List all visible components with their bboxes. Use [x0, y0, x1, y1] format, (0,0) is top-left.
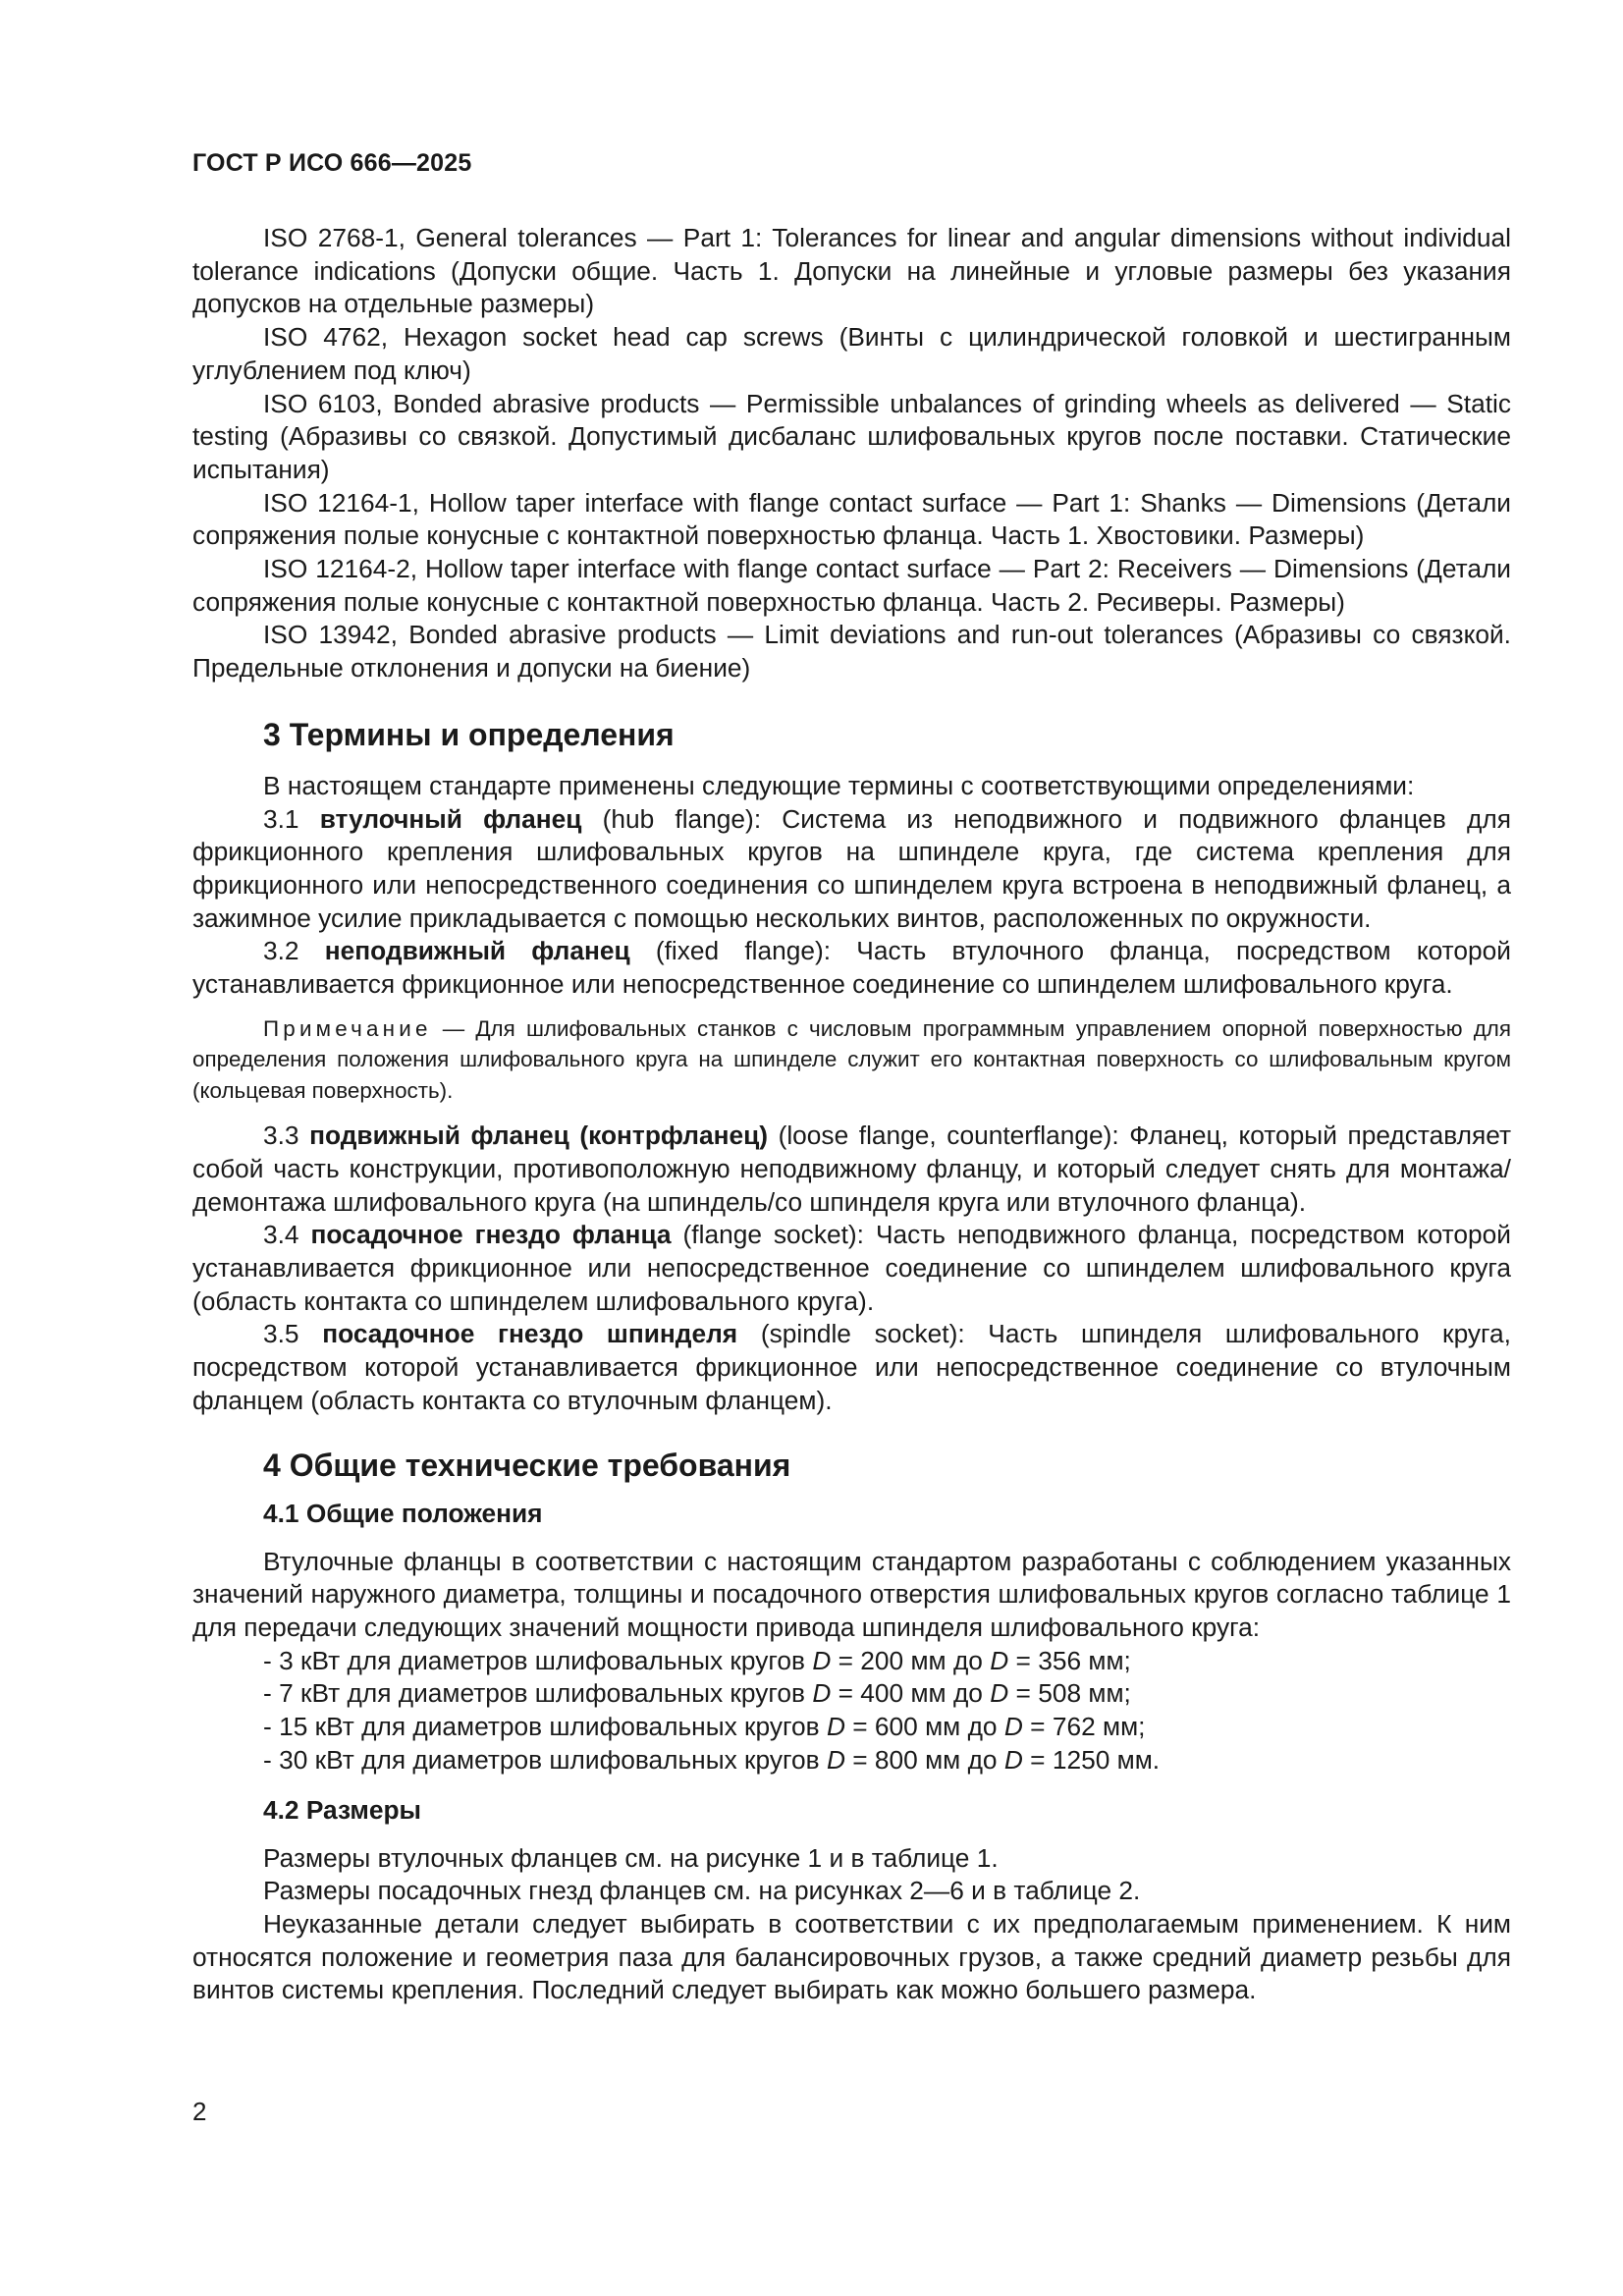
- term-number: 3.3: [263, 1121, 310, 1151]
- subsection-4-1-heading: 4.1 Общие положения: [263, 1498, 543, 1528]
- list-item: - 7 кВт для диаметров шлифовальных кругов D = 400 мм до D = 508 мм;: [263, 1678, 1131, 1709]
- page-number: 2: [192, 2097, 207, 2126]
- note-text: — Для шлифовальных станков с числовым программным управлением опорной поверхностью для определения положения шлифовального круга на шпинделе служит его контактная поверхность со шлифовальным кругом (кольцевая поверхность).: [192, 1015, 1511, 1103]
- reference-iso-12164-2: ISO 12164-2, Hollow taper interface with flange contact surface — Part 2: Receivers — Dimensions (Детали сопряжения полые конусные с контактной поверхностью фланца. Часть 2. Ресиверы. Размеры): [192, 554, 1511, 617]
- reference-iso-13942: ISO 13942, Bonded abrasive products — Limit deviations and run-out tolerances (Абразивы со связкой. Предельные отклонения и допуски на биение): [192, 620, 1511, 683]
- subsection-4-2-paragraph: Размеры посадочных гнезд фланцев см. на рисунках 2—6 и в таблице 2.: [263, 1876, 1141, 1906]
- note-paragraph: [192, 1013, 1511, 1107]
- term-number: 3.4: [263, 1220, 311, 1250]
- term-name: посадочное гнездо шпинделя: [322, 1319, 738, 1349]
- subsection-4-2-paragraph: Неуказанные детали следует выбирать в соответствии с их предполагаемым применением. К ним относятся положение и геометрия паза для балансировочных грузов, а также средний диаметр резьбы для винтов системы крепления. Последний следует выбирать как можно большего размера.: [192, 1908, 1511, 2005]
- term-definition: (loose flange, counterflange): Фланец, который представляет собой часть конструкции, противоположную неподвижному фланцу, и который следует снять для монтажа/демонтажа шлифовального круга (на шпиндель/со шпинделя круга или втулочного фланца).: [192, 1121, 1511, 1217]
- subsection-4-2-paragraph: Размеры втулочных фланцев см. на рисунке 1 и в таблице 1.: [263, 1842, 999, 1873]
- reference-iso-6103: ISO 6103, Bonded abrasive products — Permissible unbalances of grinding wheels as delivered — Static testing (Абразивы со связкой. Допустимый дисбаланс шлифовальных кругов после поставки. Статические испытания): [192, 388, 1511, 484]
- term-definition: (flange socket): Часть неподвижного фланца, посредством которой устанавливается фрикционное или непосредственное соединение со шпинделем шлифовального круга (область контакта со шпинделем шлифовального круга).: [192, 1220, 1511, 1316]
- note-label: Примечание: [263, 1015, 432, 1041]
- term-name: неподвижный фланец: [324, 936, 630, 966]
- list-item: - 3 кВт для диаметров шлифовальных кругов D = 200 мм до D = 356 мм;: [263, 1645, 1131, 1675]
- subsection-4-2-heading: 4.2 Размеры: [263, 1794, 422, 1825]
- term-definition: (fixed flange): Часть втулочного фланца, посредством которой устанавливается фрикционное или непосредственное соединение со шпинделем шлифовального круга.: [192, 936, 1511, 1000]
- document-header: ГОСТ Р ИСО 666—2025: [192, 149, 472, 177]
- section-4-heading: 4 Общие технические требования: [263, 1447, 791, 1483]
- term-3-2: [192, 935, 1511, 1001]
- term-definition: (hub flange): Система из неподвижного и подвижного фланцев для фрикционного крепления шлифовальных кругов на шпинделе круга, где система крепления для фрикционного или непосредственного соединения со шпинделем круга встроена в неподвижный фланец, а зажимное усилие прикладывается с помощью нескольких винтов, расположенных по окружности.: [192, 803, 1511, 933]
- section-3-heading: 3 Термины и определения: [263, 716, 675, 752]
- term-definition: (spindle socket): Часть шпинделя шлифовального круга, посредством которой устанавливается фрикционное или непосредственное соединение со втулочным фланцем (область контакта со втулочным фланцем).: [192, 1319, 1511, 1415]
- reference-iso-4762: ISO 4762, Hexagon socket head cap screws (Винты с цилиндрической головкой и шестигранным углублением под ключ): [192, 322, 1511, 385]
- term-number: 3.1: [263, 803, 320, 834]
- term-3-4: [192, 1219, 1511, 1318]
- reference-iso-2768-1: ISO 2768-1, General tolerances — Part 1: Tolerances for linear and angular dimensions without individual tolerance indications (Допуски общие. Часть 1. Допуски на линейные и угловые размеры без указания допусков на отдельные размеры): [192, 223, 1511, 319]
- subsection-4-1-paragraph: Втулочные фланцы в соответствии с настоящим стандартом разработаны с соблюдением указанных значений наружного диаметра, толщины и посадочного отверстия шлифовальных кругов согласно таблице 1 для передачи следующих значений мощности привода шпинделя шлифовального круга:: [192, 1546, 1511, 1642]
- list-item: - 30 кВт для диаметров шлифовальных кругов D = 800 мм до D = 1250 мм.: [263, 1744, 1161, 1775]
- term-number: 3.2: [263, 936, 325, 966]
- section-3-intro: В настоящем стандарте применены следующие термины с соответствующими определениями:: [263, 770, 1415, 800]
- term-3-1: [192, 803, 1511, 936]
- term-number: 3.5: [263, 1319, 323, 1349]
- reference-iso-12164-1: ISO 12164-1, Hollow taper interface with flange contact surface — Part 1: Shanks — Dimensions (Детали сопряжения полые конусные с контактной поверхностью фланца. Часть 1. Хвостовики. Размеры): [192, 487, 1511, 551]
- term-name: втулочный фланец: [319, 803, 582, 834]
- term-name: посадочное гнездо фланца: [310, 1220, 672, 1250]
- term-3-3: [192, 1120, 1511, 1219]
- page-content: [192, 222, 1511, 2007]
- list-item: - 15 кВт для диаметров шлифовальных кругов D = 600 мм до D = 762 мм;: [263, 1712, 1146, 1742]
- term-3-5: [192, 1318, 1511, 1417]
- term-name: подвижный фланец (контрфланец): [309, 1121, 768, 1151]
